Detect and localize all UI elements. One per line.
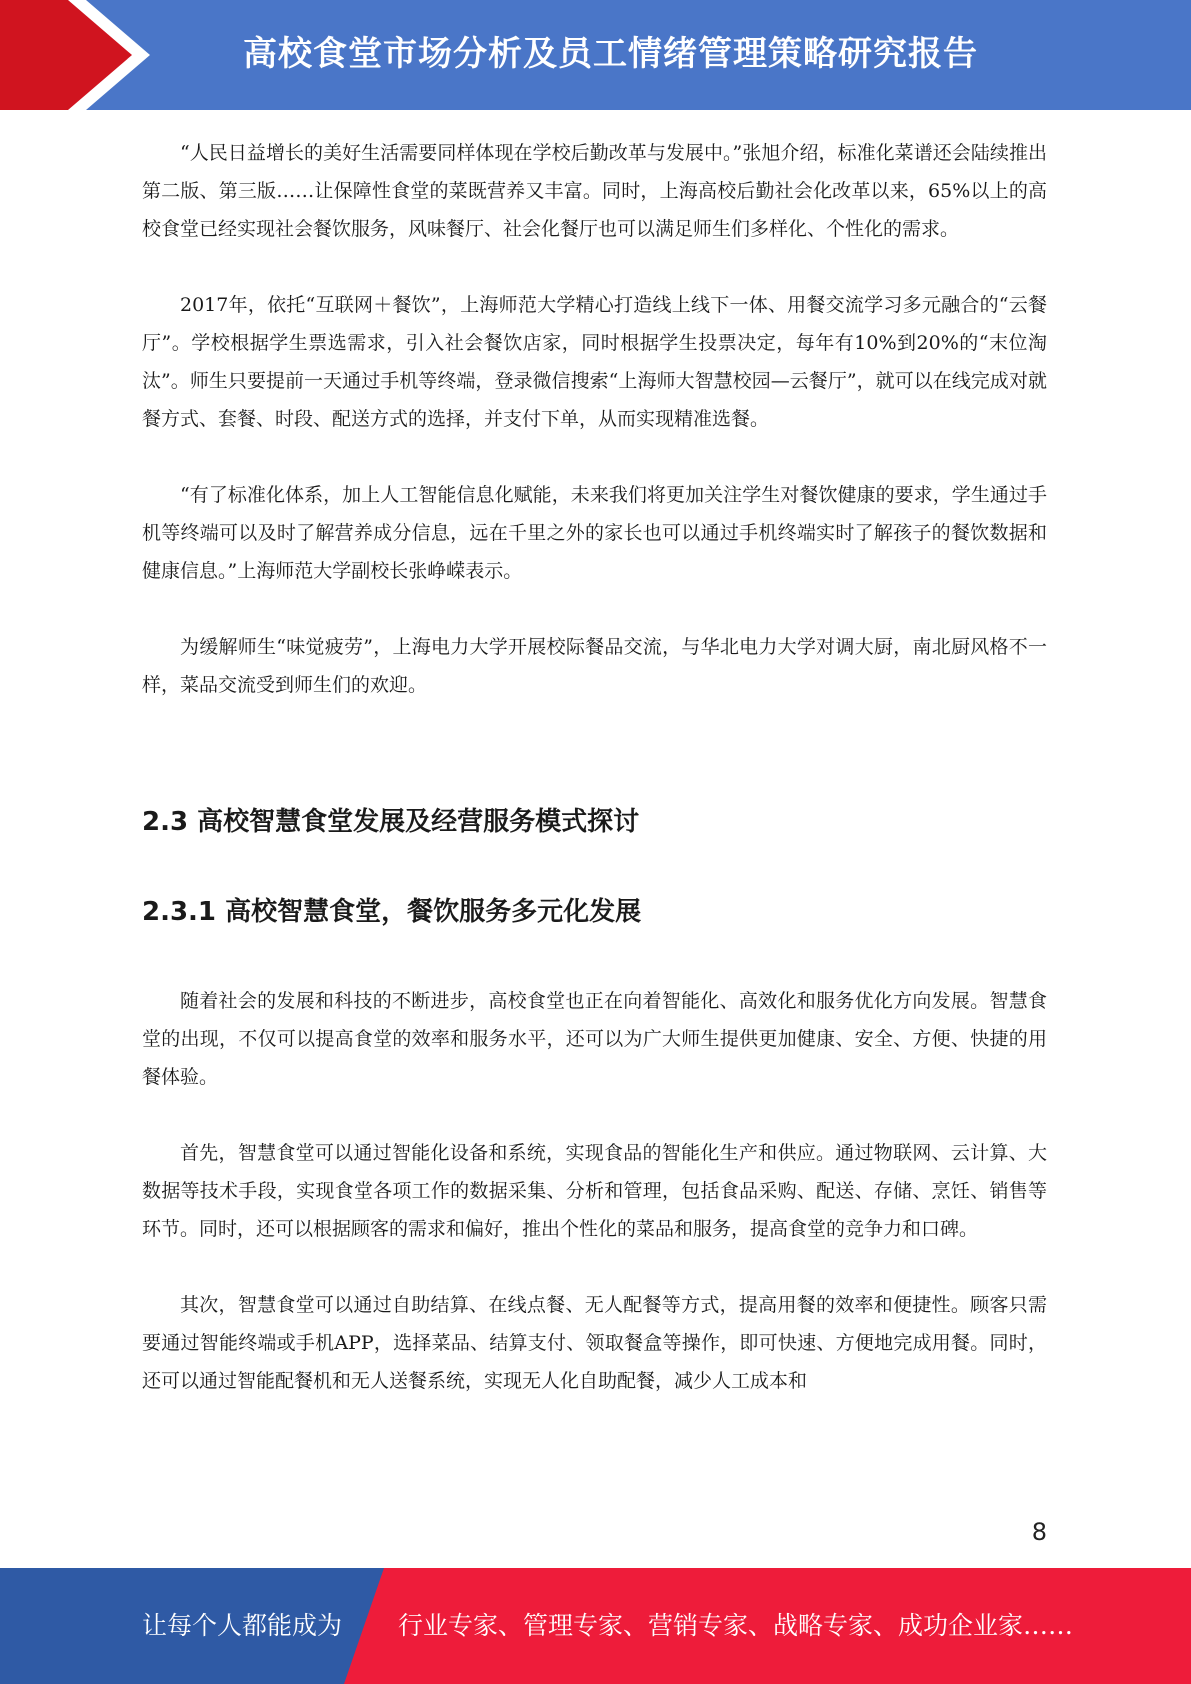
paragraph: “人民日益增长的美好生活需要同样体现在学校后勤改革与发展中。”张旭介绍，标准化菜谱还会陆续推出第二版、第三版……让保障性食堂的菜既营养又丰富。同时，上海高校后勤社会化改革以来，65%以上的高校食堂已经实现社会餐饮服务，风味餐厅、社会化餐厅也可以满足师生们多样化、个性化的需求。 bbox=[142, 142, 1047, 240]
paragraph: 2017年，依托“互联网＋餐饮”，上海师范大学精心打造线上线下一体、用餐交流学习多元融合的“云餐厅”。学校根据学生票选需求，引入社会餐饮店家，同时根据学生投票决定，每年有10%到20%的“末位淘汰”。师生只要提前一天通过手机等终端，登录微信搜索“上海师大智慧校园—云餐厅”，就可以在线完成对就餐方式、套餐、时段、配送方式的选择，并支付下单，从而实现精准选餐。 bbox=[142, 294, 1047, 430]
header-red-chevron bbox=[0, 0, 132, 110]
paragraph: 首先，智慧食堂可以通过智能化设备和系统，实现食品的智能化生产和供应。通过物联网、云计算、大数据等技术手段，实现食堂各项工作的数据采集、分析和管理，包括食品采购、配送、存储、烹饪、销售等环节。同时，还可以根据顾客的需求和偏好，推出个性化的菜品和服务，提高食堂的竞争力和口碑。 bbox=[142, 1142, 1047, 1240]
paragraph: 其次，智慧食堂可以通过自助结算、在线点餐、无人配餐等方式，提高用餐的效率和便捷性。顾客只需要通过智能终端或手机APP，选择菜品、结算支付、领取餐盒等操作，即可快速、方便地完成用餐。同时，还可以通过智能配餐机和无人送餐系统，实现无人化自助配餐，减少人工成本和 bbox=[142, 1294, 1047, 1392]
document-body bbox=[142, 134, 1047, 1400]
page-number: 8 bbox=[1031, 1518, 1047, 1546]
section-heading: 2.3 高校智慧食堂发展及经营服务模式探讨 bbox=[142, 807, 640, 837]
report-title: 高校食堂市场分析及员工情绪管理策略研究报告 bbox=[243, 34, 978, 74]
footer-slogan-right: 行业专家、管理专家、营销专家、战略专家、成功企业家…… bbox=[398, 1611, 1074, 1640]
paragraph: 随着社会的发展和科技的不断进步，高校食堂也正在向着智能化、高效化和服务优化方向发展。智慧食堂的出现，不仅可以提高食堂的效率和服务水平，还可以为广大师生提供更加健康、安全、方便、快捷的用餐体验。 bbox=[142, 990, 1047, 1088]
header-banner bbox=[0, 0, 1191, 110]
footer-slogan-left: 让每个人都能成为 bbox=[142, 1611, 343, 1640]
header-chevron-decoration bbox=[0, 0, 170, 110]
footer-banner bbox=[0, 1568, 1191, 1684]
paragraph: 为缓解师生“味觉疲劳”，上海电力大学开展校际餐品交流，与华北电力大学对调大厨，南北厨风格不一样，菜品交流受到师生们的欢迎。 bbox=[142, 636, 1047, 696]
subsection-heading: 2.3.1 高校智慧食堂，餐饮服务多元化发展 bbox=[142, 897, 642, 927]
paragraph: “有了标准化体系，加上人工智能信息化赋能，未来我们将更加关注学生对餐饮健康的要求，学生通过手机等终端可以及时了解营养成分信息，远在千里之外的家长也可以通过手机终端实时了解孩子的餐饮数据和健康信息。”上海师范大学副校长张峥嵘表示。 bbox=[142, 484, 1047, 582]
